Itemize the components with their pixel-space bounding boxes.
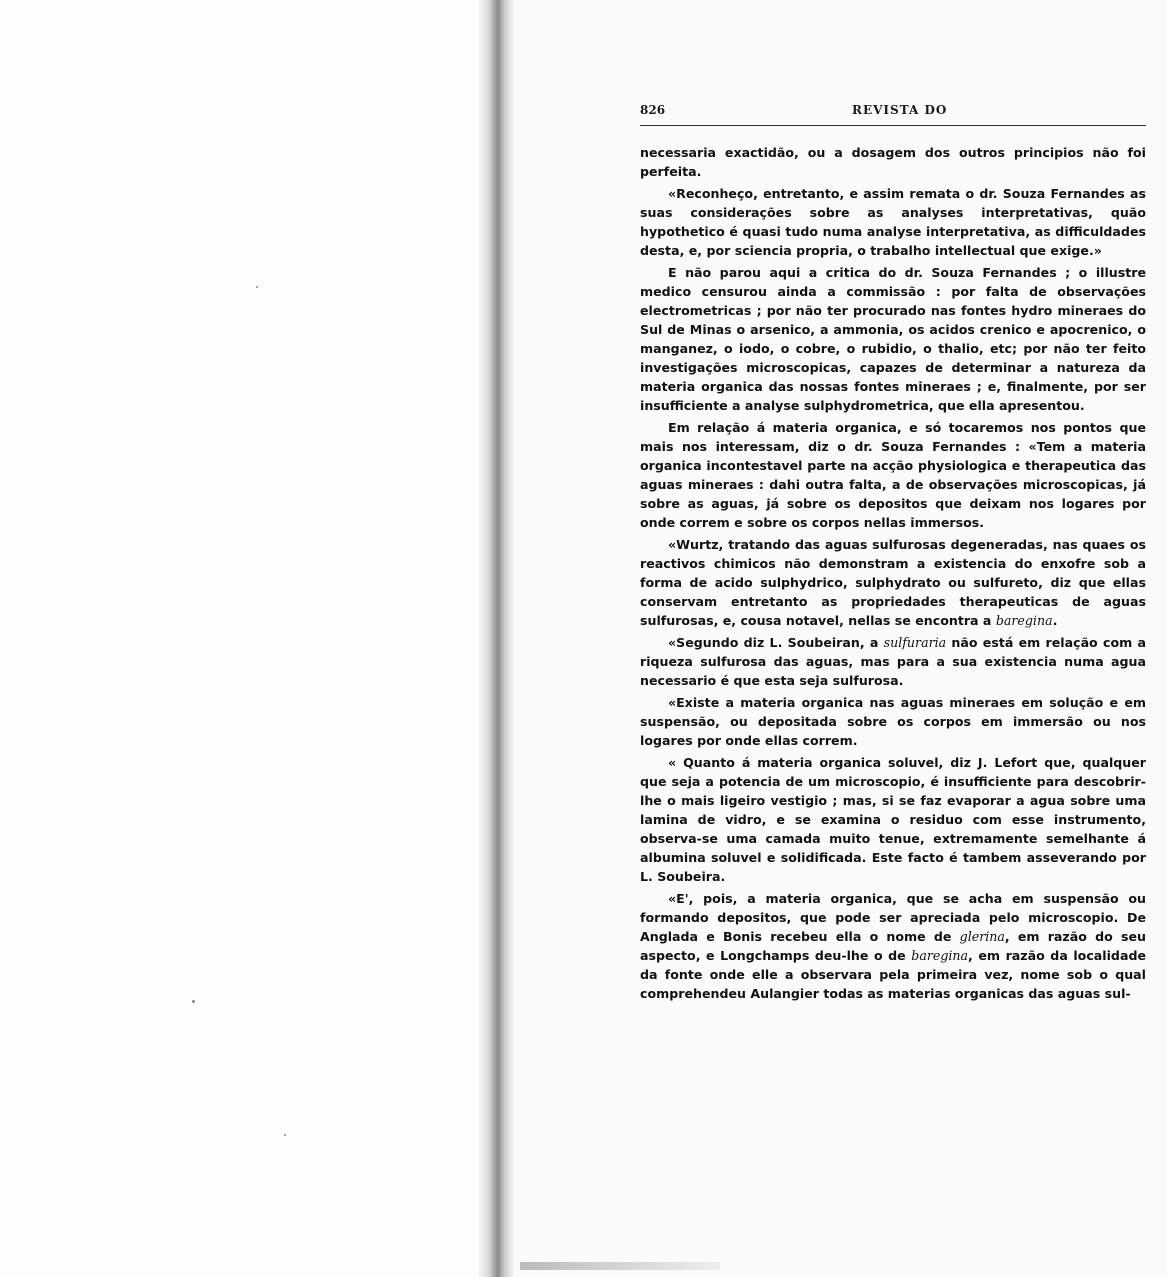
paragraph	[640, 263, 1146, 415]
text-run: não está em relação com a riqueza sulfurosa das aguas, mas para a sua existencia numa agua necessario é que esta seja sulfurosa.	[640, 635, 1146, 688]
paragraph	[640, 535, 1146, 630]
header-rule	[640, 125, 1146, 126]
running-title: REVISTA DO	[852, 103, 948, 117]
text-run: necessaria exactidão, ou a dosagem dos outros principios não foi perfeita.	[640, 145, 1146, 179]
text-run: E não parou aqui a critica do dr. Souza Fernandes ; o illustre medico censurou ainda a commissão : por falta de observações electrometricas ; por não ter procurado nas fontes hydro mineraes do Sul de Minas o arsenico, a ammonia, os acidos crenico e apocrenico, o manganez, o iodo, o cobre, o rubidio, o thalio, etc; por não ter feito investigações microscopicas, capazes de determinar a natureza da materia organica das nossas fontes mineraes ; e, finalmente, por ser insufficiente a analyse sulphydrometrica, que ella apresentou.	[640, 265, 1146, 413]
paragraph	[640, 143, 1146, 181]
text-run: «Segundo diz L. Soubeiran, a	[668, 635, 884, 650]
paragraph	[640, 753, 1146, 886]
text-run: «Reconheço, entretanto, e assim remata o dr. Souza Fernandes as suas considerações sobre as analyses interpretativas, quão hypothetico é quasi tudo numa analyse interpretativa, as difficuldades desta, e, por sciencia propria, o trabalho intellectual que exige.»	[640, 186, 1146, 258]
page-number: 826	[640, 103, 666, 117]
text-run: Em relação á materia organica, e só tocaremos nos pontos que mais nos interessam, diz o dr. Souza Fernandes : «Tem a materia organica incontestavel parte na acção physiologica e therapeutica das aguas mineraes : dahi outra falta, a de observações microscopicas, já sobre as aguas, já sobre os depositos que deixam nos logares por onde correm e sobre os corpos nellas immersos.	[640, 420, 1146, 530]
text-run: «E', pois, a materia organica, que se acha em suspensão ou formando depositos, que pode ser apreciada pelo microscopio. De Anglada e Bonis recebeu ella o nome de	[640, 891, 1146, 944]
text-run: «Wurtz, tratando das aguas sulfurosas degeneradas, nas quaes os reactivos chimicos não demonstram a existencia do enxofre sob a forma de acido sulphydrico, sulphydrato ou sulfureto, diz que ellas conservam entretanto as propriedades therapeuticas de aguas sulfurosas, e, cousa notavel, nellas se encontra a	[640, 537, 1146, 628]
paragraph	[640, 184, 1146, 260]
italic-term: baregina	[995, 613, 1053, 628]
paragraph	[640, 418, 1146, 532]
paper-speck	[192, 1000, 195, 1003]
body-text	[640, 143, 1146, 1006]
left-page-blank	[0, 0, 500, 1277]
italic-term: glerina	[959, 929, 1005, 944]
paragraph	[640, 693, 1146, 750]
page-bottom-shadow	[520, 1262, 720, 1270]
paragraph	[640, 633, 1146, 690]
text-run: , em razão do seu aspecto, e Longchamps deu-lhe o de	[640, 929, 1146, 963]
book-gutter	[478, 0, 514, 1277]
text-run: «Existe a materia organica nas aguas mineraes em solução e em suspensão, ou depositada sobre os corpos em immersão ou nos logares por onde ellas correm.	[640, 695, 1146, 748]
running-head	[640, 103, 1146, 121]
paper-speck	[256, 286, 258, 288]
paragraph	[640, 889, 1146, 1003]
text-run: , em razão da localidade da fonte onde elle a observara pela primeira vez, nome sob o qual comprehendeu Aulangier todas as materias organicas das aguas sul-	[640, 948, 1147, 1001]
italic-term: sulfuraria	[883, 635, 947, 650]
text-run: « Quanto á materia organica soluvel, diz J. Lefort que, qualquer que seja a potencia de um microscopio, é insufficiente para descobrir-lhe o mais ligeiro vestigio ; mas, si se faz evaporar a agua sobre uma lamina de vidro, e se examina o residuo com esse instrumento, observa-se uma camada muito tenue, extremamente semelhante á albumina soluvel e solidificada. Este facto é tambem asseverando por L. Soubeira.	[640, 755, 1146, 884]
paper-speck	[284, 1134, 286, 1136]
italic-term: baregina	[911, 948, 969, 963]
text-run: .	[1052, 613, 1058, 628]
